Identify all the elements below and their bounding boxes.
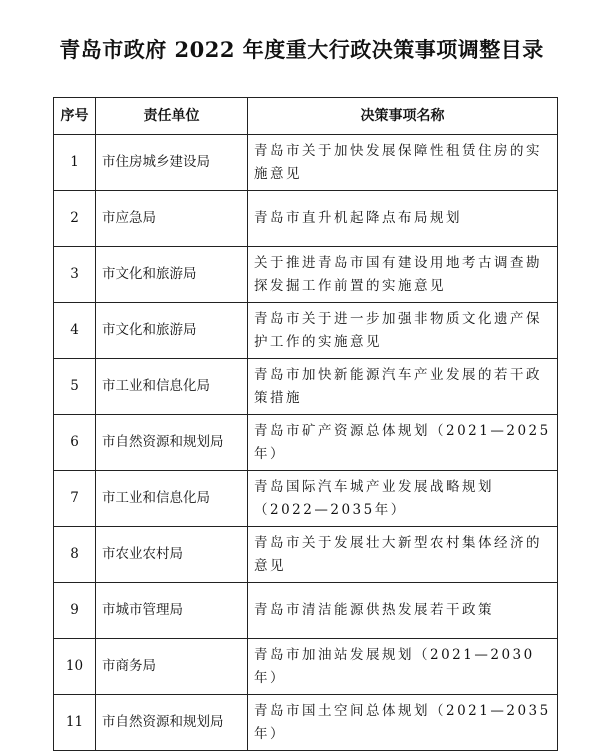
row-item: 关于推进青岛市国有建设用地考古调查勘探发掘工作前置的实施意见: [248, 247, 558, 303]
table-row: [54, 415, 558, 471]
row-no: 1: [54, 135, 96, 191]
table-row: [54, 639, 558, 695]
row-no: 9: [54, 583, 96, 639]
row-no: 8: [54, 527, 96, 583]
decision-table: [53, 97, 558, 751]
row-dept: 市应急局: [96, 191, 248, 247]
row-no: 3: [54, 247, 96, 303]
row-item: 青岛市加油站发展规划（2021—2030年）: [248, 639, 558, 695]
table-row: [54, 303, 558, 359]
row-no: 5: [54, 359, 96, 415]
row-item: 青岛市关于加快发展保障性租赁住房的实施意见: [248, 135, 558, 191]
row-no: 6: [54, 415, 96, 471]
row-no: 11: [54, 695, 96, 751]
row-item: 青岛国际汽车城产业发展战略规划（2022—2035年）: [248, 471, 558, 527]
row-no: 4: [54, 303, 96, 359]
row-dept: 市农业农村局: [96, 527, 248, 583]
row-dept: 市文化和旅游局: [96, 303, 248, 359]
header-dept: 责任单位: [96, 98, 248, 135]
header-no: 序号: [54, 98, 96, 135]
page-title: 青岛市政府 2022 年度重大行政决策事项调整目录: [59, 37, 544, 62]
row-dept: 市文化和旅游局: [96, 247, 248, 303]
table-header-row: [54, 98, 558, 135]
row-item: 青岛市矿产资源总体规划（2021—2025年）: [248, 415, 558, 471]
row-dept: 市工业和信息化局: [96, 471, 248, 527]
table-row: [54, 583, 558, 639]
row-item: 青岛市关于进一步加强非物质文化遗产保护工作的实施意见: [248, 303, 558, 359]
row-dept: 市商务局: [96, 639, 248, 695]
table-row: [54, 247, 558, 303]
row-no: 2: [54, 191, 96, 247]
row-item: 青岛市清洁能源供热发展若干政策: [248, 583, 558, 639]
row-dept: 市住房城乡建设局: [96, 135, 248, 191]
row-dept: 市城市管理局: [96, 583, 248, 639]
table-row: [54, 191, 558, 247]
table-row: [54, 359, 558, 415]
table-row: [54, 471, 558, 527]
row-no: 10: [54, 639, 96, 695]
table-row: [54, 527, 558, 583]
row-item: 青岛市国土空间总体规划（2021—2035年）: [248, 695, 558, 751]
row-item: 青岛市加快新能源汽车产业发展的若干政策措施: [248, 359, 558, 415]
row-item: 青岛市关于发展壮大新型农村集体经济的意见: [248, 527, 558, 583]
row-dept: 市自然资源和规划局: [96, 695, 248, 751]
table-row: [54, 695, 558, 751]
table-row: [54, 135, 558, 191]
row-no: 7: [54, 471, 96, 527]
row-item: 青岛市直升机起降点布局规划: [248, 191, 558, 247]
header-item: 决策事项名称: [248, 98, 558, 135]
row-dept: 市自然资源和规划局: [96, 415, 248, 471]
row-dept: 市工业和信息化局: [96, 359, 248, 415]
